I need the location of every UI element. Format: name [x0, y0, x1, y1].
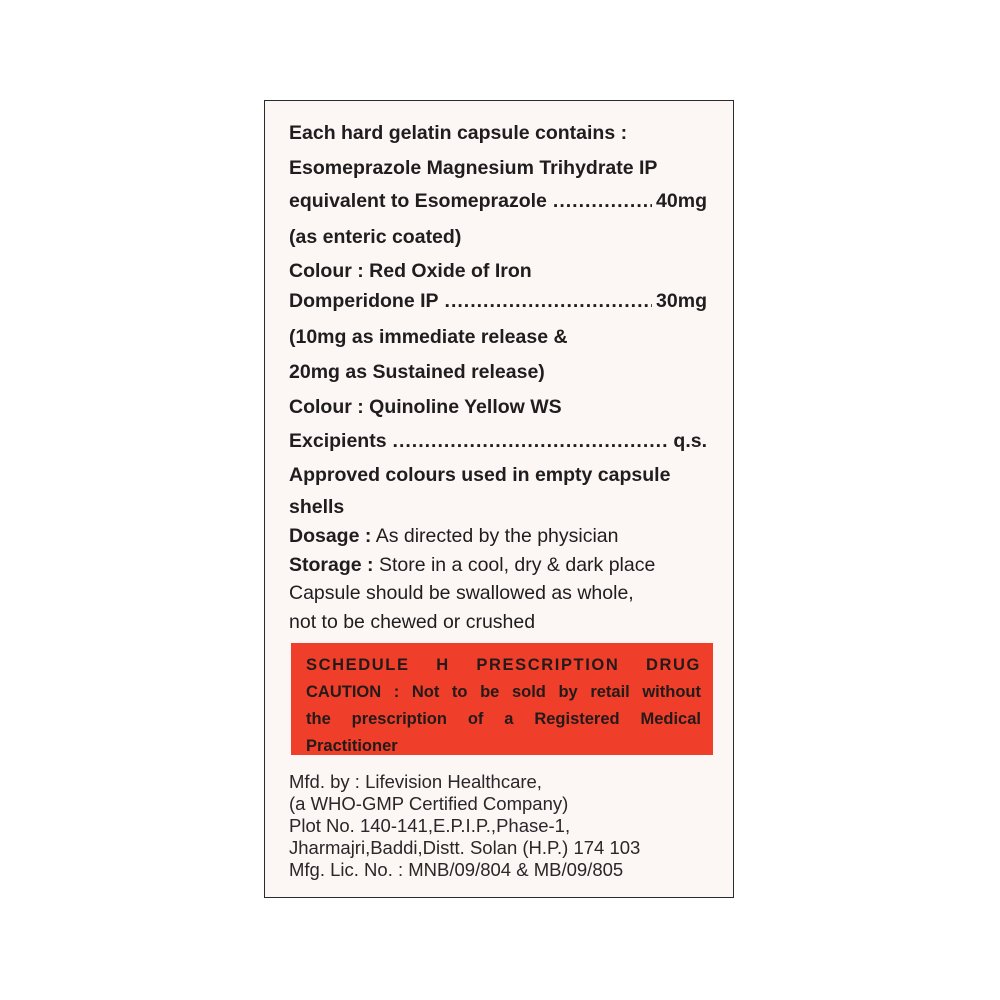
medicine-label-panel — [264, 100, 734, 898]
excipients-label: Excipients — [289, 430, 387, 452]
domperidone-label: Domperidone IP — [289, 290, 439, 312]
dosage-line — [289, 524, 619, 548]
esomeprazole-equivalent-label: equivalent to Esomeprazole — [289, 190, 547, 212]
dosage-text: As directed by the physician — [375, 525, 619, 547]
release-line-1: (10mg as immediate release & — [289, 326, 568, 348]
caution-line-1: CAUTION : Not to be sold by retail without — [306, 683, 701, 701]
schedule-h-warning-box — [291, 643, 713, 755]
domperidone-dose-row — [289, 289, 707, 313]
swallow-instruction-1: Capsule should be swallowed as whole, — [289, 582, 634, 604]
manufacturer-address: Jharmajri,Baddi,Distt. Solan (H.P.) 174 103 — [289, 837, 641, 858]
esomeprazole-line: Esomeprazole Magnesium Trihydrate IP — [289, 157, 658, 179]
caution-line-2: the prescription of a Registered Medical — [306, 710, 701, 728]
dot-leader — [553, 189, 652, 213]
enteric-coated-note: (as enteric coated) — [289, 226, 462, 248]
storage-line — [289, 553, 655, 577]
schedule-h-heading: SCHEDULE H PRESCRIPTION DRUG — [306, 656, 701, 674]
excipients-row — [289, 429, 707, 453]
release-line-2: 20mg as Sustained release) — [289, 361, 545, 383]
excipients-value: q.s. — [673, 430, 707, 452]
esomeprazole-dose-value: 40mg — [656, 190, 707, 212]
manufacturer-certification: (a WHO-GMP Certified Company) — [289, 793, 569, 814]
esomeprazole-dose-row — [289, 189, 707, 213]
manufacturer-block — [289, 771, 640, 881]
manufacturer-plot: Plot No. 140-141,E.P.I.P.,Phase-1, — [289, 815, 571, 836]
manufacturing-licence: Mfg. Lic. No. : MNB/09/804 & MB/09/805 — [289, 859, 624, 880]
approved-colours-line-1: Approved colours used in empty capsule — [289, 464, 671, 486]
colour-red-line: Colour : Red Oxide of Iron — [289, 260, 532, 282]
storage-label: Storage : — [289, 554, 374, 576]
storage-text: Store in a cool, dry & dark place — [378, 554, 656, 576]
swallow-instruction-2: not to be chewed or crushed — [289, 611, 536, 633]
composition-heading: Each hard gelatin capsule contains : — [289, 122, 628, 144]
colour-yellow-line: Colour : Quinoline Yellow WS — [289, 396, 562, 418]
caution-line-3: Practitioner — [306, 737, 398, 755]
dosage-label: Dosage : — [289, 525, 372, 547]
domperidone-dose-value: 30mg — [656, 290, 707, 312]
dot-leader — [393, 429, 670, 453]
approved-colours-line-2: shells — [289, 496, 345, 518]
manufacturer-name: Mfd. by : Lifevision Healthcare, — [289, 771, 542, 792]
dot-leader — [445, 289, 653, 313]
